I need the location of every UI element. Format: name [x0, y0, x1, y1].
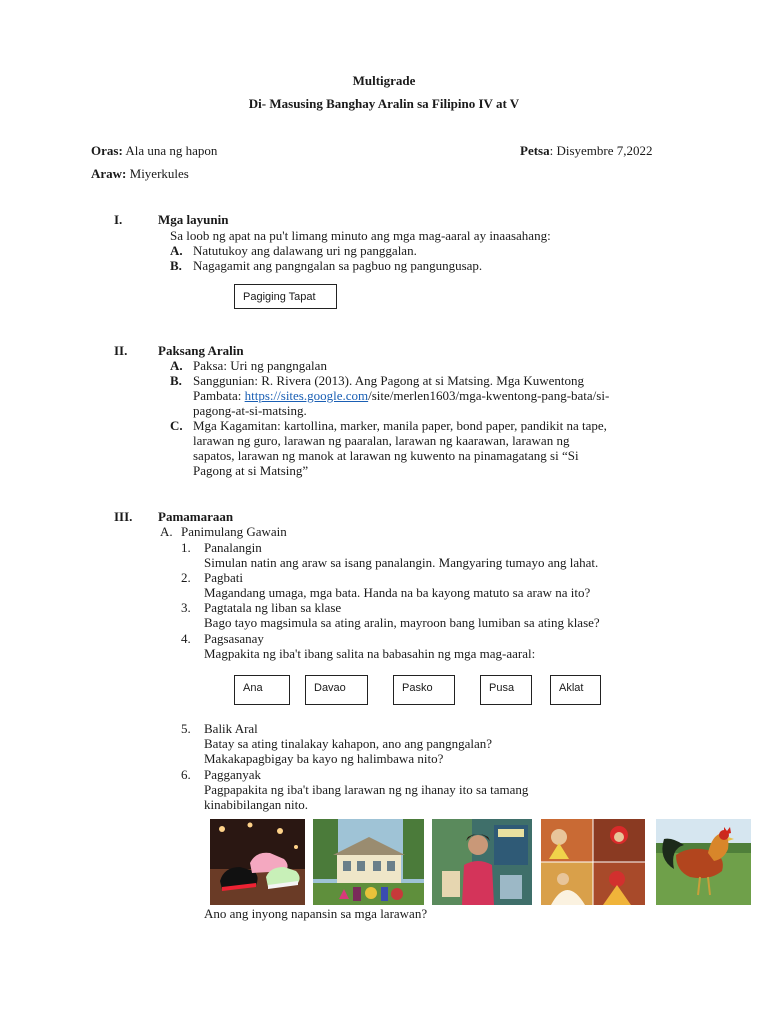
- school-image: [313, 819, 424, 905]
- objective-a-letter: A.: [170, 243, 183, 258]
- word-card-label: Ana: [243, 682, 263, 694]
- step-2-title: Pagbati: [204, 570, 243, 585]
- step-5-number: 5.: [181, 721, 191, 736]
- objective-a-text: Natutukoy ang dalawang uri ng panggalan.: [193, 243, 417, 258]
- section-1-intro: Sa loob ng apat na pu't limang minuto ang mga mag-aaral ay inaasahang:: [170, 228, 551, 243]
- step-1-title: Panalangin: [204, 540, 262, 555]
- oras-value: Ala una ng hapon: [125, 143, 218, 158]
- araw-value: Miyerkules: [129, 166, 189, 181]
- section-1-number: I.: [114, 212, 123, 227]
- step-6-line-1: Pagpapakita ng iba't ibang larawan ng ng ihanay ito sa tamang: [204, 782, 529, 797]
- step-1-line-1: Simulan natin ang araw sa isang panalangin. Mangyaring tumayo ang lahat.: [204, 555, 599, 570]
- word-card: [480, 675, 532, 705]
- araw-row: [91, 166, 189, 181]
- step-6-title: Pagganyak: [204, 767, 262, 782]
- word-card: [393, 675, 455, 705]
- value-box: [234, 284, 337, 309]
- step-4-title: Pagsasanay: [204, 631, 264, 646]
- petsa-label: Petsa: [520, 143, 550, 158]
- step-4-line-1: Magpakita ng iba't ibang salita na babasahin ng mga mag-aaral:: [204, 646, 536, 661]
- pagganyak-question: Ano ang inyong napansin sa mga larawan?: [204, 906, 428, 921]
- kagamitan-line-4: Pagong at si Matsing”: [193, 463, 309, 478]
- kagamitan-letter: C.: [170, 418, 183, 433]
- step-2-number: 2.: [181, 570, 191, 585]
- word-card: [305, 675, 368, 705]
- panimula-letter: A.: [160, 524, 173, 539]
- step-1-number: 1.: [181, 540, 191, 555]
- sanggunian-path: /site/merlen1603/mga-kwentong-pang-bata/si-: [368, 388, 610, 403]
- shoes-image: [210, 819, 305, 905]
- word-card: [550, 675, 601, 705]
- value-box-label: Pagiging Tapat: [243, 291, 316, 303]
- document-subtitle: Di- Masusing Banghay Aralin sa Filipino IV at V: [248, 96, 520, 111]
- sanggunian-line-2: [193, 388, 609, 403]
- festival-image: [541, 819, 645, 905]
- sanggunian-line-1: Sanggunian: R. Rivera (2013). Ang Pagong at si Matsing. Mga Kuwentong: [193, 373, 585, 388]
- section-3-number: III.: [114, 509, 133, 524]
- step-5-title: Balik Aral: [204, 721, 258, 736]
- section-1-title: Mga layunin: [158, 212, 229, 227]
- sanggunian-prefix: Pambata:: [193, 388, 245, 403]
- step-6-number: 6.: [181, 767, 191, 782]
- step-2-line-1: Magandang umaga, mga bata. Handa na ba kayong matuto sa araw na ito?: [204, 585, 591, 600]
- document-title: Multigrade: [352, 73, 416, 88]
- petsa-row: [520, 143, 653, 158]
- kagamitan-line-2: larawan ng guro, larawan ng paaralan, larawan ng kaarawan, larawan ng: [193, 433, 570, 448]
- section-2-title: Paksang Aralin: [158, 343, 244, 358]
- word-card-label: Pasko: [402, 682, 433, 694]
- oras-label: Oras:: [91, 143, 123, 158]
- petsa-value: : Disyembre 7,2022: [549, 143, 653, 158]
- word-card: [234, 675, 290, 705]
- sanggunian-letter: B.: [170, 373, 182, 388]
- step-5-line-2: Makakapagbigay ba kayo ng halimbawa nito?: [204, 751, 444, 766]
- sanggunian-link[interactable]: https://sites.google.com: [244, 388, 369, 403]
- section-2-number: II.: [114, 343, 128, 358]
- word-card-label: Pusa: [489, 682, 515, 694]
- araw-label: Araw:: [91, 166, 127, 181]
- panimula-title: Panimulang Gawain: [181, 524, 287, 539]
- word-card-label: Aklat: [559, 682, 584, 694]
- step-4-number: 4.: [181, 631, 191, 646]
- step-3-number: 3.: [181, 600, 191, 615]
- step-5-line-1: Batay sa ating tinalakay kahapon, ano ang pangngalan?: [204, 736, 493, 751]
- word-card-label: Davao: [314, 682, 346, 694]
- step-3-title: Pagtatala ng liban sa klase: [204, 600, 342, 615]
- oras-row: [91, 143, 217, 158]
- step-3-line-1: Bago tayo magsimula sa ating aralin, mayroon bang lumiban sa ating klase?: [204, 615, 600, 630]
- step-6-line-2: kinabibilangan nito.: [204, 797, 308, 812]
- teacher-image: [432, 819, 532, 905]
- paksa-letter: A.: [170, 358, 183, 373]
- rooster-image: [656, 819, 751, 905]
- paksa-text: Paksa: Uri ng pangngalan: [193, 358, 327, 373]
- objective-b-letter: B.: [170, 258, 182, 273]
- kagamitan-line-3: sapatos, larawan ng manok at larawan ng kuwento na pinamagatang si “Si: [193, 448, 579, 463]
- section-3-title: Pamamaraan: [158, 509, 234, 524]
- sanggunian-line-3: pagong-at-si-matsing.: [193, 403, 307, 418]
- objective-b-text: Nagagamit ang pangngalan sa pagbuo ng pangungusap.: [193, 258, 483, 273]
- kagamitan-line-1: Mga Kagamitan: kartollina, marker, manila paper, bond paper, pandikit na tape,: [193, 418, 607, 433]
